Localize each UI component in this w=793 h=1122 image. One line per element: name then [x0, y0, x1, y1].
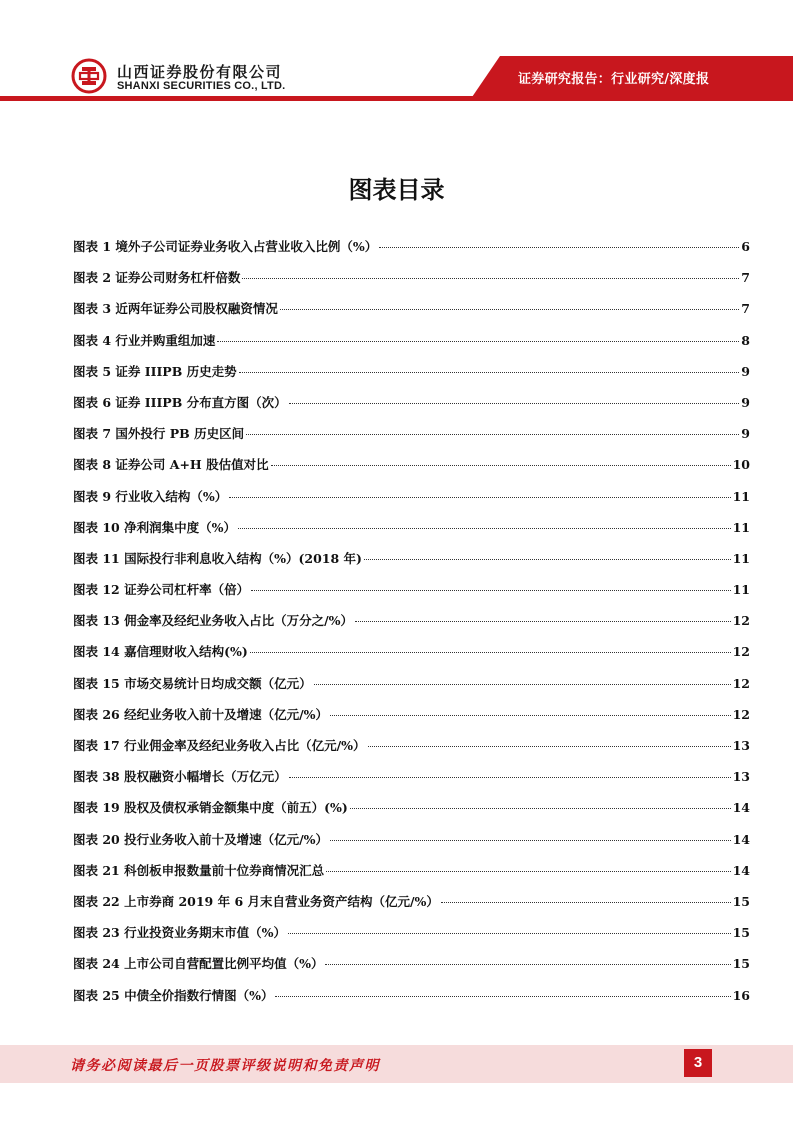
toc-entry-label[interactable]: 图表 24 上市公司自营配置比例平均值（%）	[73, 956, 324, 972]
toc-dot-leader	[242, 278, 739, 279]
toc-entry-page[interactable]: 12	[732, 644, 750, 660]
toc-entry[interactable]	[73, 611, 750, 642]
toc-entry-label[interactable]: 图表 20 投行业务收入前十及增速（亿元/%）	[73, 831, 329, 847]
toc-entry-label[interactable]: 图表 14 嘉信理财收入结构(%)	[73, 644, 248, 660]
toc-dot-leader	[275, 996, 730, 997]
toc-entry-page[interactable]: 8	[741, 332, 750, 348]
toc-entry-page[interactable]: 15	[732, 925, 750, 941]
toc-entry[interactable]	[73, 923, 750, 954]
toc-dot-leader	[250, 652, 731, 653]
toc-entry-page[interactable]: 9	[741, 394, 750, 410]
toc-entry-label[interactable]: 图表 22 上市券商 2019 年 6 月末自营业务资产结构（亿元/%）	[73, 893, 439, 909]
toc-entry-label[interactable]: 图表 10 净利润集中度（%）	[73, 519, 236, 535]
company-name-cn: 山西证券股份有限公司	[117, 63, 283, 81]
toc-dot-leader	[238, 528, 731, 529]
toc-entry[interactable]	[73, 487, 750, 518]
toc-dot-leader	[364, 559, 731, 560]
toc-entry-page[interactable]: 12	[732, 613, 750, 629]
toc-entry[interactable]	[73, 580, 750, 611]
toc-dot-leader	[246, 434, 739, 435]
page-title: 图表目录	[348, 176, 445, 204]
toc-entry-label[interactable]: 图表 8 证券公司 A+H 股估值对比	[73, 457, 269, 473]
toc-entry[interactable]	[73, 455, 750, 486]
toc-entry-label[interactable]: 图表 26 经纪业务收入前十及增速（亿元/%）	[73, 706, 329, 722]
toc-dot-leader	[271, 465, 731, 466]
shanxi-securities-logo-icon	[71, 58, 107, 94]
toc-entry[interactable]	[73, 549, 750, 580]
toc-entry-label[interactable]: 图表 7 国外投行 PB 历史区间	[73, 426, 245, 442]
toc-entry-page[interactable]: 10	[732, 457, 750, 473]
toc-entry-page[interactable]: 9	[741, 426, 750, 442]
toc-entry[interactable]	[73, 642, 750, 673]
toc-entry-page[interactable]: 11	[732, 488, 750, 504]
toc-dot-leader	[289, 777, 731, 778]
toc-dot-leader	[330, 715, 731, 716]
toc-entry-page[interactable]: 11	[732, 582, 750, 598]
toc-dot-leader	[229, 497, 730, 498]
toc-entry[interactable]	[73, 674, 750, 705]
toc-entry-label[interactable]: 图表 1 境外子公司证券业务收入占营业收入比例（%）	[73, 239, 378, 254]
toc-dot-leader	[314, 684, 731, 685]
toc-entry-label[interactable]: 图表 2 证券公司财务杠杆倍数	[73, 270, 241, 286]
toc-entry[interactable]	[73, 861, 750, 892]
toc-entry[interactable]	[73, 798, 750, 829]
disclaimer-text: 请务必阅读最后一页股票评级说明和免责声明	[70, 1058, 380, 1074]
toc-entry-page[interactable]: 14	[732, 800, 750, 816]
toc-entry-label[interactable]: 图表 3 近两年证券公司股权融资情况	[73, 301, 278, 317]
toc-entry-page[interactable]: 7	[741, 270, 750, 286]
toc-entry[interactable]	[73, 268, 750, 299]
toc-dot-leader	[239, 372, 740, 373]
toc-entry-page[interactable]: 12	[732, 706, 750, 722]
page-number: 3	[684, 1049, 712, 1077]
toc-entry-page[interactable]: 13	[732, 738, 750, 753]
toc-entry[interactable]	[73, 954, 750, 985]
toc-entry-label[interactable]: 图表 19 股权及债权承销金额集中度（前五）(%)	[73, 800, 348, 816]
toc-entry-page[interactable]: 14	[732, 862, 750, 878]
toc-entry[interactable]	[73, 237, 750, 268]
toc-entry-label[interactable]: 图表 11 国际投行非利息收入结构（%）(2018 年)	[73, 550, 362, 566]
company-name-en: SHANXI SECURITIES CO., LTD.	[117, 80, 286, 92]
toc-entry-label[interactable]: 图表 25 中债全价指数行情图（%）	[73, 987, 274, 1003]
toc-dot-leader	[288, 933, 731, 934]
toc-entry-label[interactable]: 图表 12 证券公司杠杆率（倍）	[73, 582, 250, 598]
toc-dot-leader	[217, 341, 739, 342]
toc-entry[interactable]	[73, 362, 750, 393]
toc-entry[interactable]	[73, 705, 750, 736]
toc-dot-leader	[350, 808, 731, 809]
toc-dot-leader	[441, 902, 731, 903]
toc-entry[interactable]	[73, 424, 750, 455]
figure-toc-list	[73, 237, 750, 1017]
toc-entry-label[interactable]: 图表 15 市场交易统计日均成交额（亿元）	[73, 675, 312, 691]
page-header	[0, 0, 793, 110]
toc-entry-page[interactable]: 14	[732, 831, 750, 847]
toc-entry-label[interactable]: 图表 9 行业收入结构（%）	[73, 488, 228, 504]
toc-entry-label[interactable]: 图表 38 股权融资小幅增长（万亿元）	[73, 769, 287, 785]
toc-entry[interactable]	[73, 767, 750, 798]
toc-entry-label[interactable]: 图表 6 证券 IIIPB 分布直方图（次）	[73, 394, 287, 410]
toc-entry-page[interactable]: 16	[732, 987, 750, 1003]
toc-entry-page[interactable]: 13	[732, 769, 750, 785]
toc-entry[interactable]	[73, 830, 750, 861]
toc-entry[interactable]	[73, 299, 750, 330]
toc-dot-leader	[355, 621, 731, 622]
toc-entry-page[interactable]: 11	[732, 550, 750, 566]
toc-dot-leader	[326, 871, 730, 872]
toc-dot-leader	[251, 590, 730, 591]
toc-entry-page[interactable]: 11	[732, 519, 750, 535]
toc-entry-label[interactable]: 图表 21 科创板申报数量前十位券商情况汇总	[73, 862, 325, 878]
page-footer	[0, 1045, 793, 1083]
toc-entry[interactable]	[73, 393, 750, 424]
toc-dot-leader	[280, 309, 739, 310]
toc-entry-label[interactable]: 图表 5 证券 IIIPB 历史走势	[73, 363, 237, 379]
toc-entry-page[interactable]: 6	[741, 239, 750, 254]
toc-entry-page[interactable]: 15	[732, 893, 750, 909]
toc-entry[interactable]	[73, 518, 750, 549]
report-type-label: 证券研究报告：行业研究/深度报	[518, 72, 710, 87]
toc-entry-label[interactable]: 图表 17 行业佣金率及经纪业务收入占比（亿元/%）	[73, 738, 366, 753]
header-red-rule	[0, 96, 793, 101]
toc-entry-page[interactable]: 15	[732, 956, 750, 972]
toc-entry[interactable]	[73, 986, 750, 1017]
toc-entry[interactable]	[73, 331, 750, 362]
toc-entry[interactable]	[73, 736, 750, 767]
toc-dot-leader	[289, 403, 740, 404]
toc-entry-label[interactable]: 图表 23 行业投资业务期末市值（%）	[73, 925, 286, 941]
toc-entry[interactable]	[73, 892, 750, 923]
toc-entry-label[interactable]: 图表 13 佣金率及经纪业务收入占比（万分之/%）	[73, 613, 354, 629]
toc-dot-leader	[330, 840, 731, 841]
toc-entry-label[interactable]: 图表 4 行业并购重组加速	[73, 332, 216, 348]
toc-dot-leader	[325, 964, 730, 965]
toc-entry-page[interactable]: 7	[741, 301, 750, 317]
toc-dot-leader	[379, 247, 739, 248]
toc-dot-leader	[368, 746, 731, 747]
toc-entry-page[interactable]: 12	[732, 675, 750, 691]
toc-entry-page[interactable]: 9	[741, 363, 750, 379]
